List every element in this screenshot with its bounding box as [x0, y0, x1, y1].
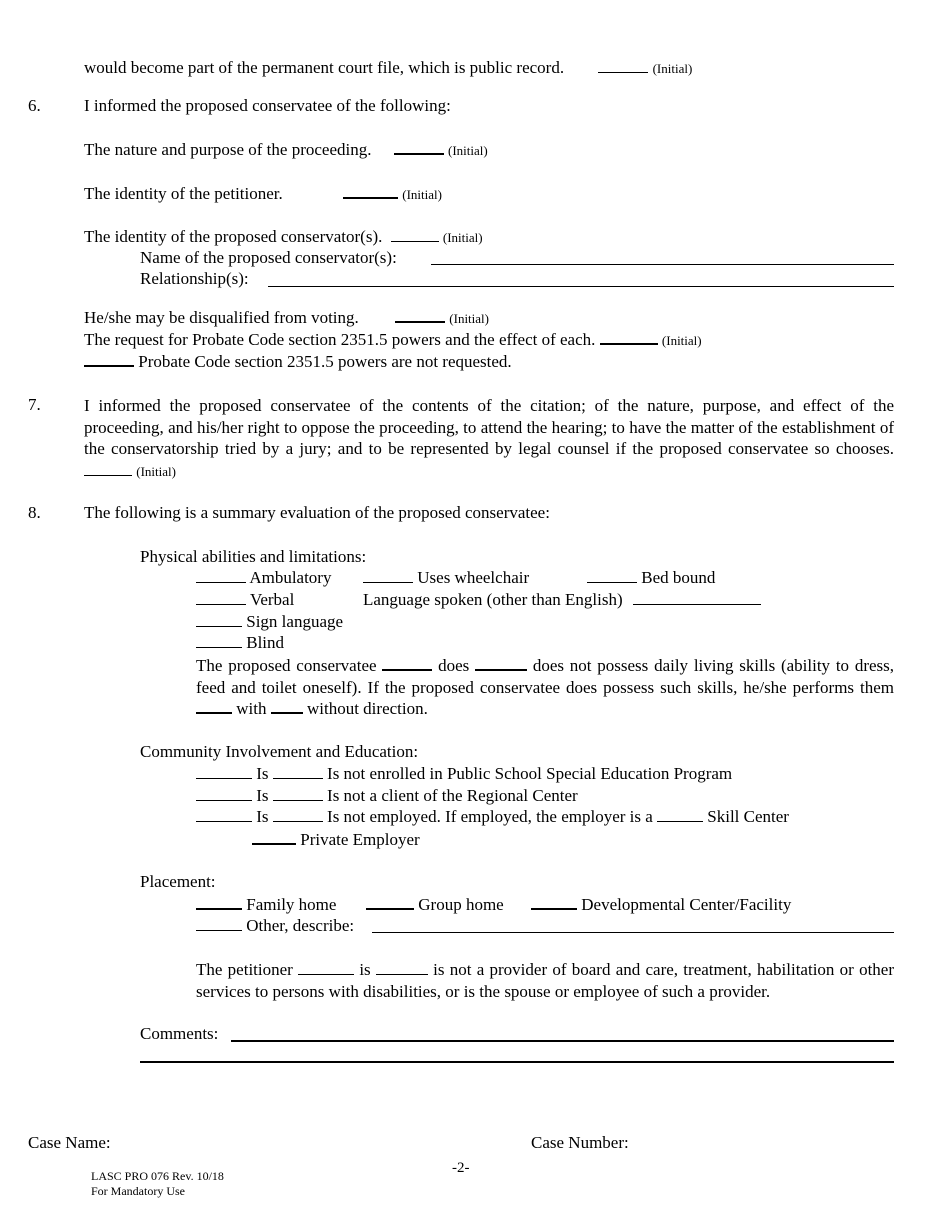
powers-not-requested-line: Probate Code section 2351.5 powers are not requested. [84, 351, 512, 372]
verbal-blank[interactable] [196, 590, 246, 605]
item-8-heading: The following is a summary evaluation of the proposed conservatee: [84, 503, 550, 522]
does-not-blank[interactable] [475, 655, 527, 671]
powers-not-requested-blank[interactable] [84, 351, 134, 367]
private-employer-line: Private Employer [252, 829, 420, 850]
developmental-option: Developmental Center/Facility [531, 894, 791, 915]
private-employer-blank[interactable] [252, 829, 296, 845]
physical-heading: Physical abilities and limitations: [140, 547, 367, 566]
blind-option: Blind [196, 633, 284, 653]
comments-field-line-2[interactable] [140, 1061, 894, 1063]
form-id: LASC PRO 076 Rev. 10/18 [91, 1169, 224, 1183]
family-home-option: Family home [196, 894, 336, 915]
voting-line: He/she may be disqualified from voting. (Initial) [84, 308, 489, 327]
initial-blank[interactable] [395, 307, 445, 323]
employment-line: Is Is not employed. If employed, the employer is a Skill Center [196, 807, 789, 827]
placement-heading: Placement: [140, 872, 216, 891]
case-number-label: Case Number: [531, 1133, 629, 1152]
relationship-field[interactable] [268, 286, 894, 287]
relationship-label: Relationship(s): [140, 269, 249, 288]
developmental-blank[interactable] [531, 894, 577, 910]
regional-is-not-blank[interactable] [273, 786, 323, 801]
initial-blank[interactable] [394, 139, 444, 155]
comments-field[interactable] [231, 1040, 894, 1042]
without-direction-blank[interactable] [271, 698, 303, 714]
powers-request-line: The request for Probate Code section 2351.5 powers and the effect of each. (Initial) [84, 330, 702, 349]
case-name-label: Case Name: [28, 1133, 111, 1152]
sign-language-blank[interactable] [196, 612, 242, 627]
bed-bound-option: Bed bound [587, 568, 715, 588]
blind-blank[interactable] [196, 633, 242, 648]
other-placement-blank[interactable] [196, 916, 242, 931]
conservator-name-label: Name of the proposed conservator(s): [140, 248, 397, 267]
does-blank[interactable] [382, 655, 432, 671]
wheelchair-blank[interactable] [363, 568, 413, 583]
regional-center-line: Is Is not a client of the Regional Center [196, 786, 578, 806]
group-home-blank[interactable] [366, 894, 414, 910]
item-6-heading: I informed the proposed conservatee of the following: [84, 96, 451, 115]
language-option: Language spoken (other than English) [363, 590, 761, 610]
petitioner-provider-text: The petitioner is is not a provider of board and care, treatment, habilitation or other services to persons with disabilities, or is the spouse or employee of such a provider. [196, 960, 895, 1001]
special-ed-is-blank[interactable] [196, 764, 252, 779]
language-field[interactable] [633, 590, 761, 605]
skill-center-blank[interactable] [657, 807, 703, 822]
community-heading: Community Involvement and Education: [140, 742, 419, 761]
nature-purpose-line: The nature and purpose of the proceeding. (Initial) [84, 140, 488, 159]
item-6-number: 6. [28, 96, 41, 115]
regional-is-blank[interactable] [196, 786, 252, 801]
with-direction-blank[interactable] [196, 698, 232, 714]
comments-label: Comments: [140, 1024, 219, 1043]
item-7-number: 7. [28, 395, 41, 414]
continuation-line: would become part of the permanent court file, which is public record. (Initial) [84, 58, 693, 77]
initial-blank[interactable] [84, 461, 132, 476]
special-ed-line: Is Is not enrolled in Public School Special Education Program [196, 764, 732, 784]
conservator-identity-line: The identity of the proposed conservator(s). (Initial) [84, 227, 483, 246]
page-number: -2- [452, 1160, 470, 1176]
petitioner-identity-line: The identity of the petitioner. (Initial) [84, 184, 442, 203]
wheelchair-option: Uses wheelchair [363, 568, 529, 588]
other-placement-option: Other, describe: [196, 916, 354, 936]
verbal-option: Verbal [196, 590, 294, 610]
initial-blank[interactable] [391, 227, 439, 242]
family-home-blank[interactable] [196, 894, 242, 910]
employed-is-not-blank[interactable] [273, 807, 323, 822]
petitioner-is-blank[interactable] [298, 960, 354, 975]
other-placement-field[interactable] [372, 932, 894, 933]
item-7-text: I informed the proposed conservatee of the contents of the citation; of the nature, purpose, and effect of the proceeding, and his/her right to oppose the proceeding, to attend the hearing; to have the matter of the establishment of the conservatorship tried by a jury; and to be represented by legal counsel if the proposed conservatee so chooses. (Initial) [84, 396, 894, 479]
employed-is-blank[interactable] [196, 807, 252, 822]
conservator-name-field[interactable] [431, 264, 894, 265]
sign-language-option: Sign language [196, 612, 343, 632]
mobility-line: Ambulatory [196, 568, 331, 588]
initial-blank[interactable] [343, 183, 398, 199]
bed-bound-blank[interactable] [587, 568, 637, 583]
initial-blank[interactable] [600, 329, 658, 345]
living-skills-text: The proposed conservatee does does not possess daily living skills (ability to dress, feed and toilet oneself). If the proposed conservatee does possess such skills, he/she performs them with without direction. [196, 656, 895, 718]
item-8-number: 8. [28, 503, 41, 522]
mandatory-use: For Mandatory Use [91, 1184, 185, 1198]
initial-blank[interactable] [598, 58, 648, 73]
ambulatory-blank[interactable] [196, 568, 246, 583]
petitioner-is-not-blank[interactable] [376, 960, 428, 975]
special-ed-is-not-blank[interactable] [273, 764, 323, 779]
group-home-option: Group home [366, 894, 504, 915]
